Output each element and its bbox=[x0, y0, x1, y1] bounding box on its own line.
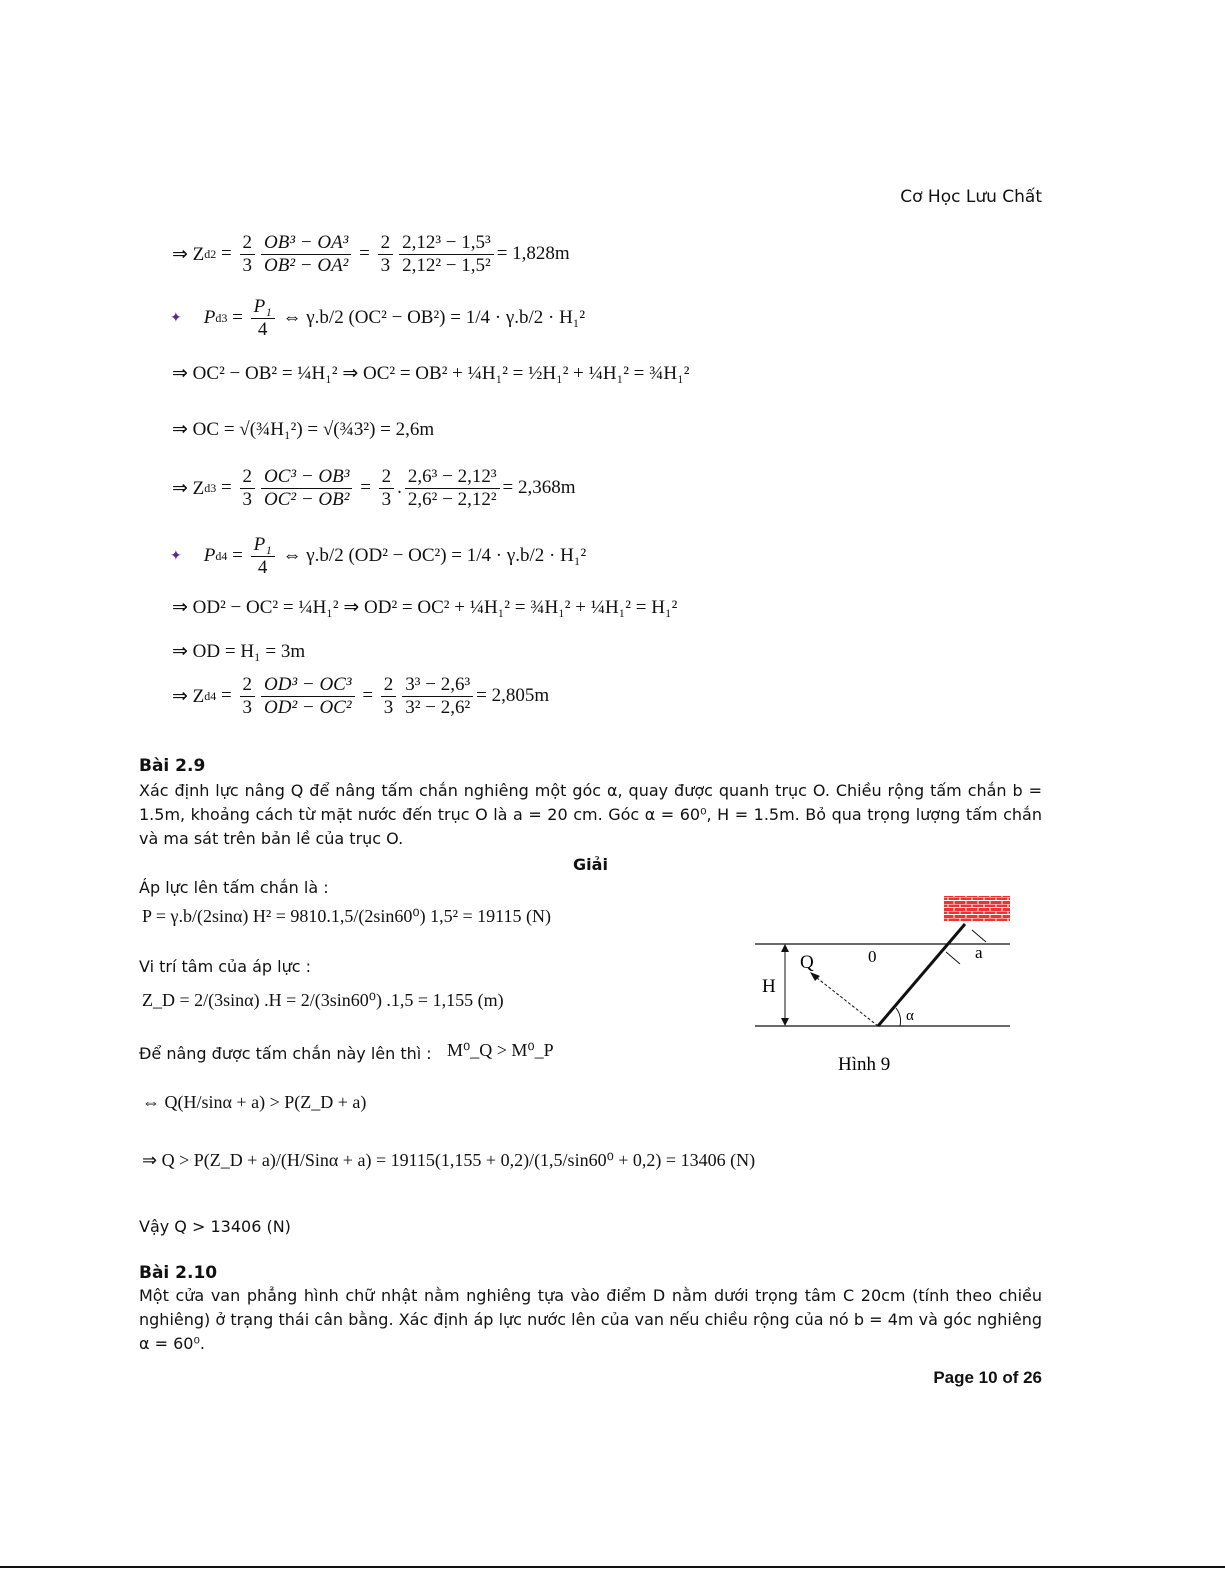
frac-den: OD² − OC² bbox=[264, 696, 352, 718]
frac-den: 2,6² − 2,12² bbox=[407, 488, 497, 510]
wall-hatch bbox=[944, 896, 1010, 922]
eq-sub: d2 bbox=[204, 246, 217, 261]
label-h: H bbox=[762, 976, 776, 997]
pressure-equation: P = γ.b/(2sinα) H² = 9810.1,5/(2sin60⁰) 1,5² = 19115 (N) bbox=[142, 906, 551, 926]
eq-sub: d4 bbox=[215, 548, 228, 563]
eq-result: = 1,828m bbox=[496, 243, 570, 265]
frac-num: 3³ − 2,6³ bbox=[402, 674, 473, 697]
eq-result: = 2,368m bbox=[502, 477, 576, 499]
frac-num: 2,6³ − 2,12³ bbox=[405, 466, 500, 489]
frac-den: 3 bbox=[242, 254, 252, 276]
problem-text-bai-2-10: Một cửa van phẳng hình chữ nhật nằm nghiêng tựa vào điểm D nằm dưới trọng tâm C 20cm (tính theo chiều nghiêng) ở trạng thái cân bằng. Xác định áp lực nước lên của van nếu chiều rộng của nó b = 4m và góc nghiêng α = 60⁰. bbox=[139, 1286, 1042, 1353]
eq-sub: d4 bbox=[204, 688, 217, 703]
eq-lhs: P bbox=[203, 307, 216, 329]
frac-num: OD³ − OC³ bbox=[261, 674, 355, 697]
eq-lhs: ⇒ Z bbox=[172, 477, 205, 499]
frac-den: 3² − 2,6² bbox=[405, 696, 471, 718]
label-alpha: α bbox=[906, 1008, 914, 1024]
label-a: a bbox=[975, 943, 983, 962]
eq-lhs: ⇒ Z bbox=[172, 685, 205, 707]
equation-pd3: ✦ P d3 = $\frac{\text{P₁}}{4}$ ⇔ γ.b/2 (OC² − OB²) = 1/4 · γ.b/2 · H₁² bbox=[170, 296, 586, 340]
eq-rest: ⇔ γ.b/2 (OD² − OC²) = 1/4 · γ.b/2 · H₁² bbox=[282, 545, 587, 567]
condition-equation: M⁰_Q > M⁰_P bbox=[447, 1040, 554, 1060]
equation-od2: ⇒ OD² − OC² = ¼H₁² ⇒ OD² = OC² + ¼H₁² = ¾H₁² + ¼H₁² = H₁² bbox=[172, 597, 678, 618]
frac-den: 4 bbox=[257, 556, 268, 578]
center-equation: Z_D = 2/(3sinα) .H = 2/(3sin60⁰) .1,5 = 1,155 (m) bbox=[142, 990, 504, 1010]
section-title-bai-2-10: Bài 2.10 bbox=[139, 1263, 218, 1283]
eq-sub: d3 bbox=[215, 310, 228, 325]
frac-num: 2 bbox=[240, 232, 256, 255]
frac-num: OB³ − OA³ bbox=[261, 232, 351, 255]
frac-den: 3 bbox=[380, 254, 391, 276]
eq-lhs: P bbox=[203, 545, 216, 567]
label-o: 0 bbox=[868, 947, 877, 966]
label-q: Q bbox=[800, 952, 814, 973]
frac-num: OC³ − OB³ bbox=[261, 466, 352, 489]
section-title-bai-2-9: Bài 2.9 bbox=[139, 756, 206, 776]
frac-den: OC² − OB² bbox=[264, 488, 350, 510]
bullet-icon: ✦ bbox=[170, 548, 182, 564]
bullet-icon: ✦ bbox=[170, 310, 182, 326]
frac-num: P₁ bbox=[251, 296, 275, 319]
page-footer: Page 10 of 26 bbox=[933, 1368, 1042, 1387]
frac-num: 2 bbox=[378, 232, 394, 255]
solution-heading: Giải bbox=[573, 855, 608, 874]
problem-text-bai-2-9: Xác định lực nâng Q để nâng tấm chắn nghiêng một góc α, quay được quanh trục O. Chiều rộng tấm chắn b = 1.5m, khoảng cách từ mặt nước đến trục O là a = 20 cm. Góc α = 60⁰, H = 1.5m. Bỏ qua trọng lượng tấm chắn và ma sát trên bản lề của trục O. bbox=[139, 781, 1042, 848]
conclusion: Vậy Q > 13406 (N) bbox=[139, 1217, 291, 1236]
equation-od: ⇒ OD = H₁ = 3m bbox=[172, 641, 306, 662]
gate-plate bbox=[878, 924, 965, 1026]
frac-den: 4 bbox=[257, 318, 268, 340]
eq-sub: d3 bbox=[204, 480, 217, 495]
equation-zd2: ⇒ Z d2 = $\frac{2}{3}$ $\frac{\text{OB³ − OA³}}{\text{OB² − OA²}}$ = $\frac{2}{3}$ $\frac{\text{2,12³ − 1,5³}}{\text{2,12² − 1,5²}}$ = 1,828m bbox=[172, 232, 570, 276]
force-q-arrow bbox=[812, 974, 878, 1026]
equation-oc2: ⇒ OC² − OB² = ¼H₁² ⇒ OC² = OB² + ¼H₁² = ½H₁² + ¼H₁² = ¾H₁² bbox=[172, 363, 690, 384]
figure-hinh-9 bbox=[750, 890, 1020, 1085]
frac-num: 2,12³ − 1,5³ bbox=[399, 232, 494, 255]
condition-label: Để nâng được tấm chắn này lên thì : bbox=[139, 1044, 432, 1063]
center-label: Vi trí tâm của áp lực : bbox=[139, 957, 311, 976]
equation-pd4: ✦ P d4 = $\frac{\text{P₁}}{4}$ ⇔ γ.b/2 (OD² − OC²) = 1/4 · γ.b/2 · H₁² bbox=[170, 534, 587, 578]
page-header: Cơ Học Lưu Chất bbox=[900, 187, 1042, 207]
frac-num: P₁ bbox=[251, 534, 275, 557]
equation-zd4: ⇒ Z d4 = $\frac{2}{3}$ $\frac{\text{OD³ − OC³}}{\text{OD² − OC²}}$ = $\frac{2}{3}$ $\frac{\text{3³ − 2,6³}}{\text{3² − 2,6²}}$ = 2,805m bbox=[172, 674, 550, 718]
frac-den: 2,12² − 1,5² bbox=[402, 254, 491, 276]
eq-rest: ⇔ γ.b/2 (OC² − OB²) = 1/4 · γ.b/2 · H₁² bbox=[282, 307, 586, 329]
equation-oc: ⇒ OC = √(¾H₁²) = √(¾3²) = 2,6m bbox=[172, 419, 435, 440]
inequality-1: ⇔ Q(H/sinα + a) > P(Z_D + a) bbox=[142, 1092, 367, 1112]
eq-lhs: ⇒ Z bbox=[172, 243, 205, 265]
frac-den: OB² − OA² bbox=[264, 254, 349, 276]
pressure-label: Áp lực lên tấm chắn là : bbox=[139, 878, 329, 897]
eq-result: = 2,805m bbox=[476, 685, 550, 707]
figure-caption: Hình 9 bbox=[838, 1054, 891, 1075]
equation-zd3: ⇒ Z d3 = $\frac{2}{3}$ $\frac{\text{OC³ − OB³}}{\text{OC² − OB²}}$ = $\frac{2}{3}$ . $\frac{\text{2,6³ − 2,12³}}{\text{2,6² − 2,12²}}$ = 2,368m bbox=[172, 466, 576, 510]
inequality-2: ⇒ Q > P(Z_D + a)/(H/Sinα + a) = 19115(1,155 + 0,2)/(1,5/sin60⁰ + 0,2) = 13406 (N) bbox=[142, 1150, 756, 1170]
bottom-rule bbox=[0, 1566, 1225, 1568]
